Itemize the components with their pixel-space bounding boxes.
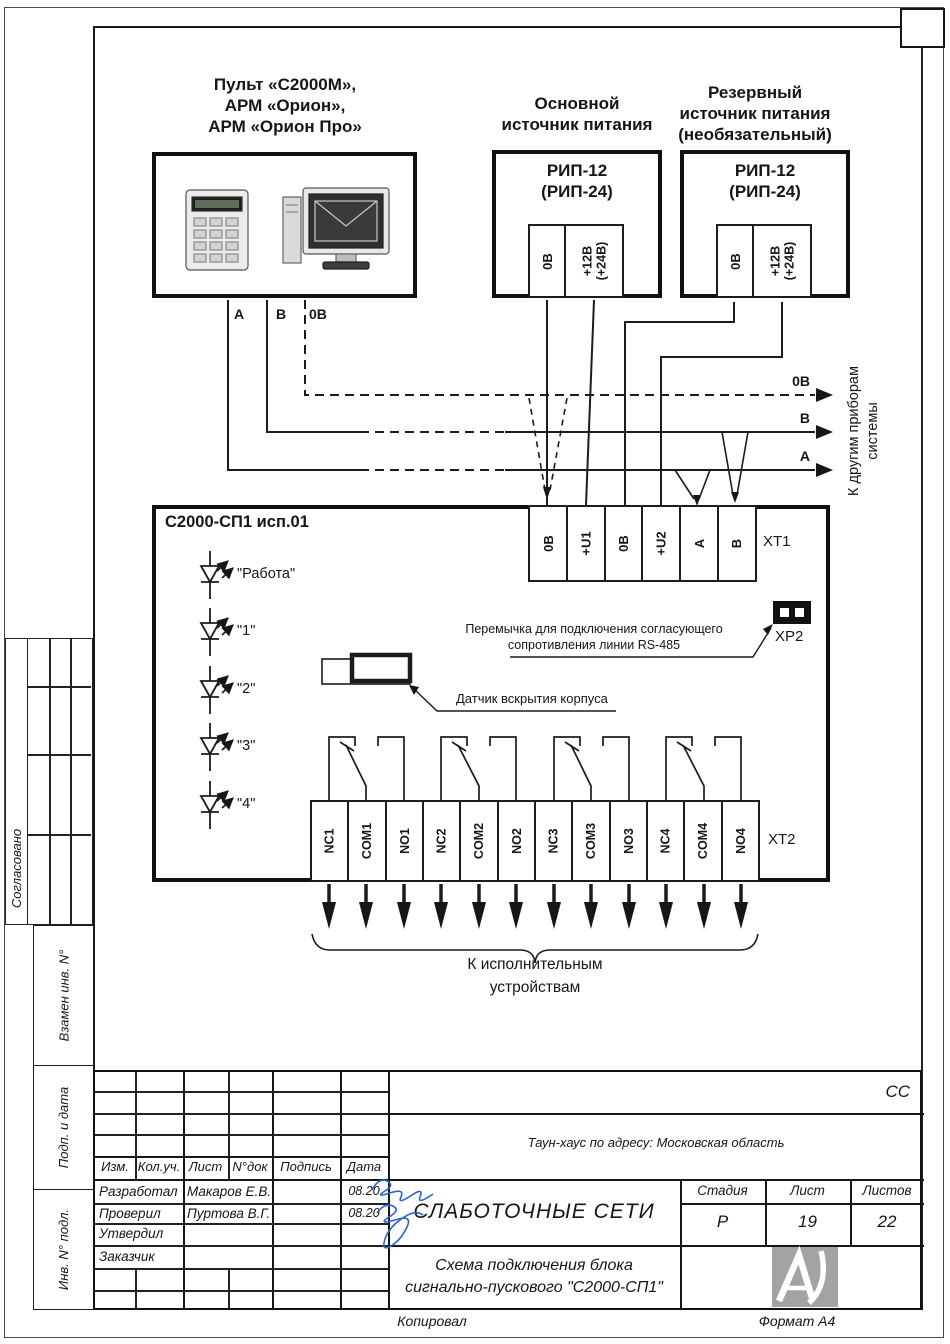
xt2-terminal: COM2 bbox=[459, 800, 499, 882]
xt1-terminal: +U2 bbox=[641, 505, 681, 582]
inv-orig-label: Инв. N° подл. bbox=[56, 1208, 71, 1291]
stage-value: Р bbox=[716, 1212, 729, 1231]
jumper-note: Перемычка для подключения согласующего сопротивления линии RS-485 bbox=[465, 622, 723, 652]
output-arrows bbox=[322, 884, 748, 929]
led-icon bbox=[201, 781, 233, 829]
led-label-3: "3" bbox=[237, 738, 256, 754]
led-label-1: "1" bbox=[237, 623, 256, 639]
stage-label: Стадия bbox=[697, 1183, 748, 1198]
sign-date-label: Подп. и дата bbox=[56, 1086, 72, 1169]
psu-backup-name: РИП-12 (РИП-24) bbox=[729, 161, 801, 201]
console-wire-0v-label: 0В bbox=[309, 306, 327, 322]
xt2-terminal: NO3 bbox=[609, 800, 648, 882]
xt1-terminal: В bbox=[717, 505, 757, 582]
approved-label: Согласовано bbox=[9, 828, 25, 909]
xt2-terminal: NC4 bbox=[646, 800, 685, 882]
sheets-label: Листов bbox=[862, 1183, 912, 1198]
doc-title: Схема подключения блока сигнально-пускового "С2000-СП1" bbox=[405, 1257, 663, 1296]
main-block-title: С2000-СП1 исп.01 bbox=[165, 513, 309, 531]
format-label: Формат А4 bbox=[758, 1313, 836, 1329]
company-logo bbox=[772, 1247, 838, 1307]
date-developer: 08.20 bbox=[348, 1184, 380, 1198]
relay-contacts bbox=[329, 737, 741, 800]
led-label-4: "4" bbox=[237, 796, 256, 812]
outputs-brace bbox=[312, 934, 758, 963]
xt2-terminal: COM1 bbox=[347, 800, 387, 882]
xt1-terminal: +U1 bbox=[566, 505, 606, 582]
led-label-2: "2" bbox=[237, 681, 256, 697]
xt1-terminal: 0В bbox=[528, 505, 568, 582]
xt2-terminal: NC1 bbox=[310, 800, 349, 882]
xt2-terminal: NO4 bbox=[721, 800, 760, 882]
psu-main-terminal-12v: +12В (+24В) bbox=[564, 224, 624, 298]
psu-main-terminal-0v: 0В bbox=[528, 224, 566, 298]
console-title: Пульт «С2000М», АРМ «Орион», АРМ «Орион Про» bbox=[208, 75, 362, 136]
psu-main-name: РИП-12 (РИП-24) bbox=[541, 161, 613, 201]
name-developer: Макаров Е.В. bbox=[187, 1184, 272, 1199]
replaced-inv-label: Взамен инв. N° bbox=[56, 949, 71, 1042]
tamper-switch-icon bbox=[322, 655, 616, 711]
led-icon bbox=[201, 608, 233, 656]
xt1-terminal: А bbox=[679, 505, 719, 582]
col-list: Лист bbox=[188, 1159, 223, 1174]
led-icon bbox=[201, 723, 233, 771]
jumper-leader bbox=[510, 624, 773, 657]
psu-backup-title: Резервный источник питания (необязательный) bbox=[678, 83, 832, 144]
sheet-value: 19 bbox=[798, 1212, 817, 1231]
tamper-note: Датчик вскрытия корпуса bbox=[456, 691, 608, 706]
date-checker: 08.20 bbox=[348, 1206, 380, 1220]
name-checker: Пуртова В.Г. bbox=[187, 1206, 271, 1221]
led-icons bbox=[201, 551, 233, 829]
outputs-note: К исполнительным устройствам bbox=[467, 956, 603, 996]
col-ndok: N°док bbox=[232, 1159, 268, 1174]
doc-code: СС bbox=[885, 1082, 910, 1101]
xt1-terminal: 0В bbox=[604, 505, 644, 582]
psu-main-wires bbox=[547, 300, 594, 505]
xt2-terminal: NC2 bbox=[422, 800, 461, 882]
sheets-value: 22 bbox=[877, 1212, 897, 1231]
xt2-terminal: NC3 bbox=[534, 800, 573, 882]
keypad-image bbox=[186, 190, 248, 270]
signature-developer bbox=[372, 1180, 433, 1200]
led-icon bbox=[201, 551, 233, 599]
copied-by-label: Копировал bbox=[397, 1313, 467, 1329]
bus-0v-label: 0В bbox=[792, 373, 810, 389]
xt2-terminal: NO2 bbox=[497, 800, 536, 882]
console-wire-b-label: В bbox=[276, 306, 287, 322]
sheet-label: Лист bbox=[790, 1183, 825, 1198]
role-approver: Утвердил bbox=[99, 1226, 164, 1241]
role-developer: Разработал bbox=[99, 1184, 178, 1199]
role-checker: Проверил bbox=[99, 1206, 161, 1221]
xp2-label: ХР2 bbox=[775, 628, 804, 645]
bus-note: К другим приборам системы bbox=[846, 366, 881, 496]
xt2-label: ХТ2 bbox=[768, 831, 796, 848]
xt2-terminal: COM3 bbox=[571, 800, 611, 882]
col-koluch: Кол.уч. bbox=[137, 1159, 181, 1174]
psu-backup-wires bbox=[625, 302, 782, 505]
col-izm: Изм. bbox=[101, 1159, 129, 1174]
col-data: Дата bbox=[346, 1159, 382, 1174]
xt2-terminal: NO1 bbox=[385, 800, 424, 882]
project-title: СЛАБОТОЧНЫЕ СЕТИ bbox=[413, 1200, 655, 1223]
signature-checker bbox=[377, 1205, 423, 1248]
psu-backup-terminal-12v: +12В (+24В) bbox=[752, 224, 812, 298]
object-name: Таун-хаус по адресу: Московская область bbox=[527, 1135, 785, 1150]
role-customer: Заказчик bbox=[99, 1249, 155, 1264]
xt1-label: ХТ1 bbox=[763, 533, 791, 550]
col-podpis: Подпись bbox=[280, 1159, 332, 1174]
bus-a-label: А bbox=[799, 448, 810, 464]
xt2-terminal: COM4 bbox=[683, 800, 723, 882]
psu-backup-terminal-0v: 0В bbox=[716, 224, 754, 298]
wire-b bbox=[267, 300, 833, 503]
computer-image bbox=[283, 188, 389, 269]
bus-b-label: В bbox=[799, 410, 810, 426]
led-label-rabota: "Работа" bbox=[237, 566, 296, 582]
console-wire-a-label: А bbox=[234, 306, 245, 322]
psu-main-title: Основной источник питания bbox=[501, 94, 653, 134]
led-icon bbox=[201, 666, 233, 714]
